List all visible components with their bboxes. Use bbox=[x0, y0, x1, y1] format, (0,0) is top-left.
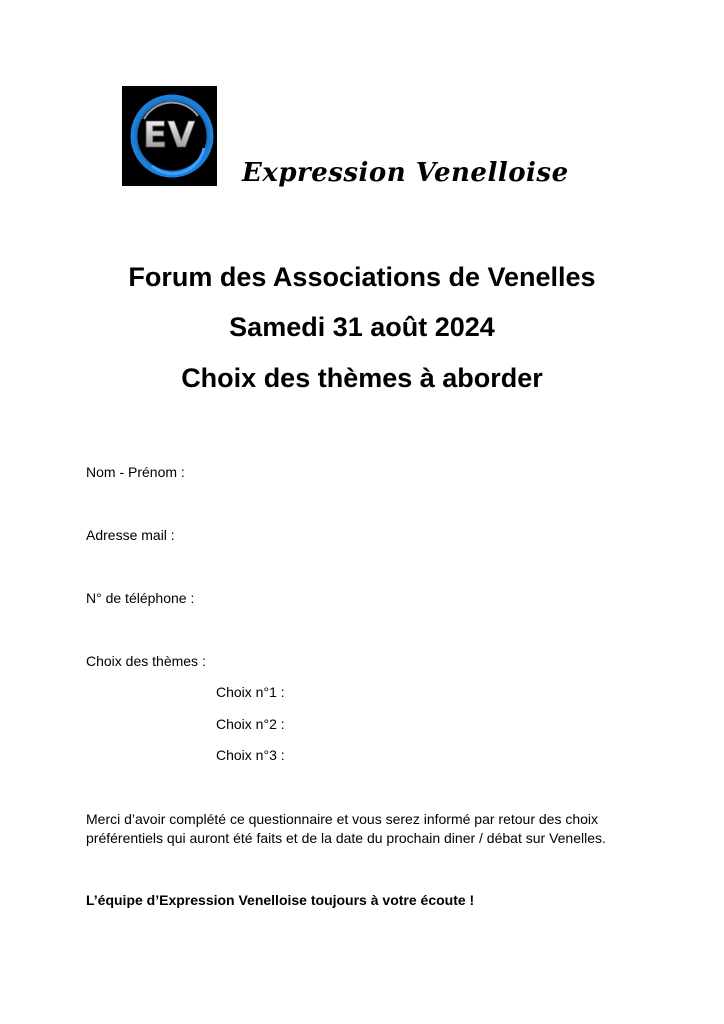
choice-2-label: Choix n°2 : bbox=[216, 716, 285, 732]
themes-label: Choix des thèmes : bbox=[86, 653, 206, 669]
choice-3-label: Choix n°3 : bbox=[216, 747, 285, 763]
closing-line-2: préférentiels qui auront été faits et de la date du prochain diner / débat sur Venelles. bbox=[86, 830, 606, 846]
logo-letters: EV bbox=[142, 115, 196, 156]
title-forum: Forum des Associations de Venelles bbox=[128, 262, 596, 292]
logo bbox=[122, 86, 217, 186]
closing-line-1: Merci d’avoir complété ce questionnaire et vous serez informé par retour des choix bbox=[86, 811, 599, 827]
title-date: Samedi 31 août 2024 bbox=[229, 312, 495, 342]
brand-name: Expression Venelloise bbox=[242, 158, 569, 188]
ev-logo-icon bbox=[122, 86, 217, 186]
email-label: Adresse mail : bbox=[86, 527, 175, 543]
choice-1-label: Choix n°1 : bbox=[216, 684, 285, 700]
signature: L’équipe d’Expression Venelloise toujours à votre écoute ! bbox=[86, 892, 475, 908]
name-label: Nom - Prénom : bbox=[86, 464, 185, 480]
closing-message bbox=[86, 810, 646, 848]
phone-label: N° de téléphone : bbox=[86, 590, 195, 606]
title-themes: Choix des thèmes à aborder bbox=[181, 363, 543, 393]
